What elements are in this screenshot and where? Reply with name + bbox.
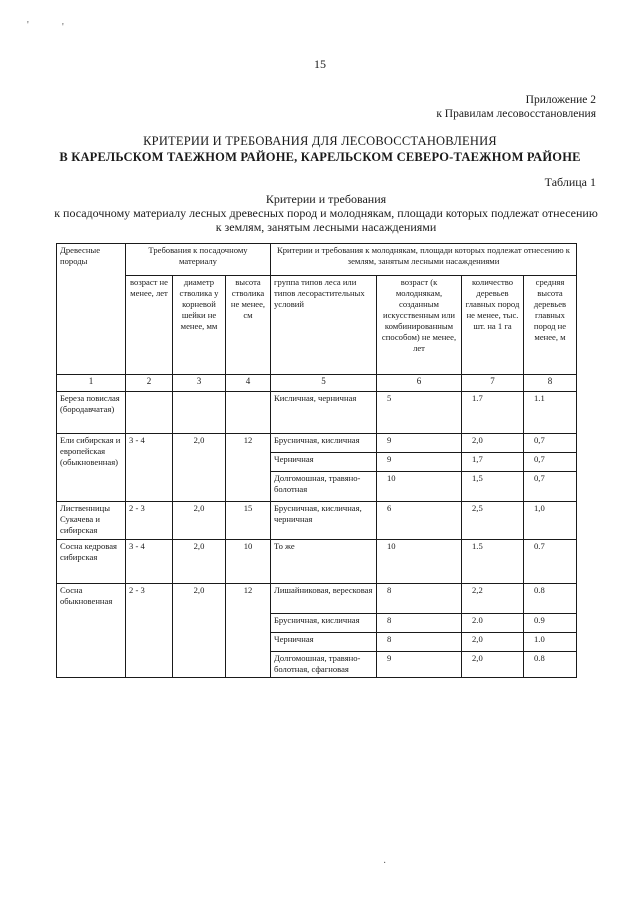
species-cell: Ели сибирская и европейская (обыкновенная) — [57, 434, 126, 502]
age-cell: 3 - 4 — [126, 540, 173, 584]
caption-line: к посадочному материалу лесных древесных пород и молоднякам, площади которых подлежат отнесению — [54, 206, 598, 220]
column-number: 4 — [226, 375, 271, 392]
tree-count-cell: 2,0 — [462, 434, 524, 453]
column-number: 1 — [57, 375, 126, 392]
tree-count-cell: 2,0 — [462, 652, 524, 678]
young-age-cell: 5 — [377, 392, 462, 434]
header-age: возраст не менее, лет — [126, 276, 173, 375]
height-cell: 15 — [226, 502, 271, 540]
tree-count-cell: 1,7 — [462, 453, 524, 472]
average-height-cell: 0.8 — [524, 652, 577, 678]
forest-type-cell: Черничная — [271, 633, 377, 652]
average-height-cell: 0.9 — [524, 614, 577, 633]
average-height-cell: 1.1 — [524, 392, 577, 434]
column-number: 6 — [377, 375, 462, 392]
table-caption — [0, 192, 640, 234]
diameter-cell — [173, 392, 226, 434]
column-number: 7 — [462, 375, 524, 392]
forest-type-cell: Брусничная, кисличная — [271, 434, 377, 453]
forest-type-cell: Лишайниковая, вересковая — [271, 584, 377, 614]
species-cell: Береза повислая (бородавчатая) — [57, 392, 126, 434]
young-age-cell: 10 — [377, 472, 462, 502]
diameter-cell: 2,0 — [173, 540, 226, 584]
young-age-cell: 6 — [377, 502, 462, 540]
average-height-cell: 0,7 — [524, 453, 577, 472]
tree-count-cell: 1.7 — [462, 392, 524, 434]
height-cell — [226, 392, 271, 434]
tree-count-cell: 2,0 — [462, 633, 524, 652]
tree-count-cell: 1,5 — [462, 472, 524, 502]
header-average-height: средняя высота деревьев главных пород не менее, м — [524, 276, 577, 375]
column-number: 5 — [271, 375, 377, 392]
average-height-cell: 1,0 — [524, 502, 577, 540]
header-young-age: возраст (к молоднякам, созданным искусственным или комбинированным способом) не менее, лет — [377, 276, 462, 375]
species-cell: Сосна кедровая сибирская — [57, 540, 126, 584]
header-planting-material: Требования к посадочному материалу — [126, 244, 271, 276]
average-height-cell: 0.7 — [524, 540, 577, 584]
age-cell: 3 - 4 — [126, 434, 173, 502]
header-tree-count: количество деревьев главных пород не менее, тыс. шт. на 1 га — [462, 276, 524, 375]
table-number: Таблица 1 — [544, 175, 596, 189]
young-age-cell: 9 — [377, 652, 462, 678]
young-age-cell: 8 — [377, 584, 462, 614]
tree-count-cell: 2,2 — [462, 584, 524, 614]
age-cell — [126, 392, 173, 434]
caption-line: к землям, занятым лесными насаждениями — [215, 220, 437, 234]
table-row — [57, 392, 577, 434]
tree-count-cell: 2.0 — [462, 614, 524, 633]
forest-type-cell: Черничная — [271, 453, 377, 472]
diameter-cell: 2,0 — [173, 502, 226, 540]
species-cell: Лиственницы Сукачева и сибирская — [57, 502, 126, 540]
forest-type-cell: То же — [271, 540, 377, 584]
young-age-cell: 9 — [377, 453, 462, 472]
age-cell: 2 - 3 — [126, 584, 173, 678]
average-height-cell: 0,7 — [524, 472, 577, 502]
header-forest-type: группа типов леса или типов лесорастительных условий — [271, 276, 377, 375]
tree-count-cell: 1.5 — [462, 540, 524, 584]
young-age-cell: 10 — [377, 540, 462, 584]
young-age-cell: 8 — [377, 614, 462, 633]
page-number: 15 — [314, 57, 326, 71]
table-row — [57, 502, 577, 540]
age-cell: 2 - 3 — [126, 502, 173, 540]
average-height-cell: 0.8 — [524, 584, 577, 614]
column-number: 2 — [126, 375, 173, 392]
average-height-cell: 0,7 — [524, 434, 577, 453]
header-height: высота стволика не менее, см — [226, 276, 271, 375]
young-age-cell: 8 — [377, 633, 462, 652]
document-subtitle: В КАРЕЛЬСКОМ ТАЕЖНОМ РАЙОНЕ, КАРЕЛЬСКОМ СЕВЕРО-ТАЕЖНОМ РАЙОНЕ — [59, 150, 581, 164]
appendix-note — [436, 93, 596, 121]
column-number: 3 — [173, 375, 226, 392]
criteria-table — [56, 243, 577, 678]
appendix-line: к Правилам лесовосстановления — [436, 108, 596, 120]
forest-type-cell: Брусничная, кисличная — [271, 614, 377, 633]
header-diameter: диаметр стволика у корневой шейки не менее, мм — [173, 276, 226, 375]
column-number-row — [57, 375, 577, 392]
tree-count-cell: 2,5 — [462, 502, 524, 540]
species-cell: Сосна обыкновенная — [57, 584, 126, 678]
scan-mark: ' — [27, 20, 29, 31]
document-title: КРИТЕРИИ И ТРЕБОВАНИЯ ДЛЯ ЛЕСОВОССТАНОВЛЕНИЯ — [143, 134, 497, 148]
table-row — [57, 434, 577, 453]
height-cell: 12 — [226, 584, 271, 678]
young-age-cell: 9 — [377, 434, 462, 453]
diameter-cell: 2,0 — [173, 434, 226, 502]
forest-type-cell: Долгомошная, травяно-болотная — [271, 472, 377, 502]
scan-mark: · — [383, 858, 387, 869]
forest-type-cell: Кисличная, черничная — [271, 392, 377, 434]
average-height-cell: 1.0 — [524, 633, 577, 652]
forest-type-cell: Брусничная, кисличная, черничная — [271, 502, 377, 540]
scan-mark: ' — [62, 22, 64, 33]
column-number: 8 — [524, 375, 577, 392]
diameter-cell: 2,0 — [173, 584, 226, 678]
header-species: Древесные породы — [57, 244, 126, 375]
table-row — [57, 584, 577, 614]
forest-type-cell: Долгомошная, травяно-болотная, сфагновая — [271, 652, 377, 678]
height-cell: 12 — [226, 434, 271, 502]
height-cell: 10 — [226, 540, 271, 584]
appendix-line: Приложение 2 — [525, 94, 596, 106]
table-row — [57, 540, 577, 584]
caption-line: Критерии и требования — [265, 192, 387, 206]
header-young-stands: Критерии и требования к молоднякам, площади которых подлежат отнесению к землям, занятым лесными насаждениями — [271, 244, 577, 276]
